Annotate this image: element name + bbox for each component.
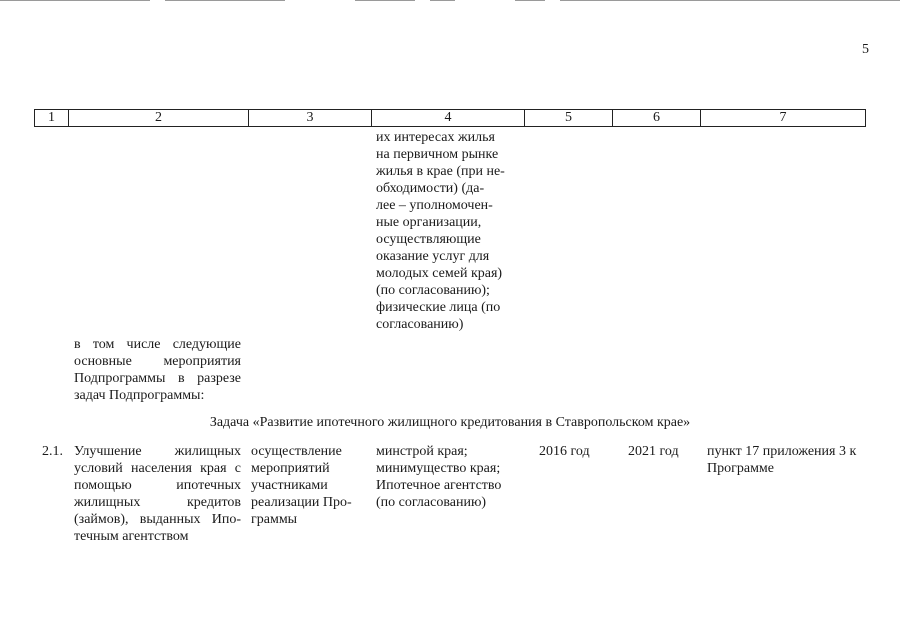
scan-artifact-line <box>515 0 545 1</box>
scan-artifact-line <box>165 0 285 1</box>
scan-artifact-line <box>355 0 415 1</box>
executor-line: (по согласованию) <box>376 495 487 510</box>
text-line: (по согласованию); <box>376 283 490 298</box>
responsible-executors <box>376 443 526 511</box>
text-line: молодых семей края) <box>376 266 503 281</box>
text-line: ные организации, <box>376 215 482 230</box>
row-number: 2.1. <box>42 444 63 459</box>
table-header-cell: 5 <box>525 110 613 126</box>
page-number: 5 <box>862 42 869 57</box>
table-header-cell: 6 <box>613 110 701 126</box>
scan-artifact-line <box>560 0 900 1</box>
text-line: оказание услуг для <box>376 249 490 264</box>
implementation-form: осуществление мероприятий участниками реализации Про-граммы <box>251 444 352 527</box>
table-header-cell: 1 <box>35 110 69 126</box>
text-line: на первичном рынке <box>376 147 499 162</box>
activity-name: Улучшение жилищных условий населения края с помощью ипотечных жилищных кредитов (займов), выданных Ипо-течным агентством <box>74 444 241 544</box>
executors-continuation <box>376 129 524 333</box>
table-header-row <box>34 109 866 127</box>
end-date: 2021 год <box>628 444 679 459</box>
main-activities-intro: в том числе следующие основные мероприятия Подпрограммы в разрезе задач Подпрограммы: <box>74 337 241 403</box>
executor-line: минимущество края; <box>376 461 501 476</box>
text-line: их интересах жилья <box>376 130 495 145</box>
text-line: согласованию) <box>376 317 464 332</box>
text-line: обходимости) (да- <box>376 181 485 196</box>
text-line: осуществляющие <box>376 232 481 247</box>
task-heading: Задача «Развитие ипотечного жилищного кредитования в Ставропольском крае» <box>209 415 691 430</box>
table-header-cell: 7 <box>779 110 787 125</box>
table-header-cell: 2 <box>69 110 249 126</box>
text-line: лее – уполномочен- <box>376 198 493 213</box>
indicator-link: пункт 17 приложения 3 к Программе <box>707 444 857 476</box>
table-header-cell: 4 <box>372 110 525 126</box>
scan-artifact-line <box>430 0 455 1</box>
executor-line: минстрой края; <box>376 444 468 459</box>
executor-line: Ипотечное агентство <box>376 478 502 493</box>
start-date: 2016 год <box>539 444 590 459</box>
text-line: жилья в крае (при не- <box>376 164 505 179</box>
scan-artifact-line <box>0 0 150 1</box>
text-line: физические лица (по <box>376 300 501 315</box>
table-header-cell: 3 <box>249 110 372 126</box>
